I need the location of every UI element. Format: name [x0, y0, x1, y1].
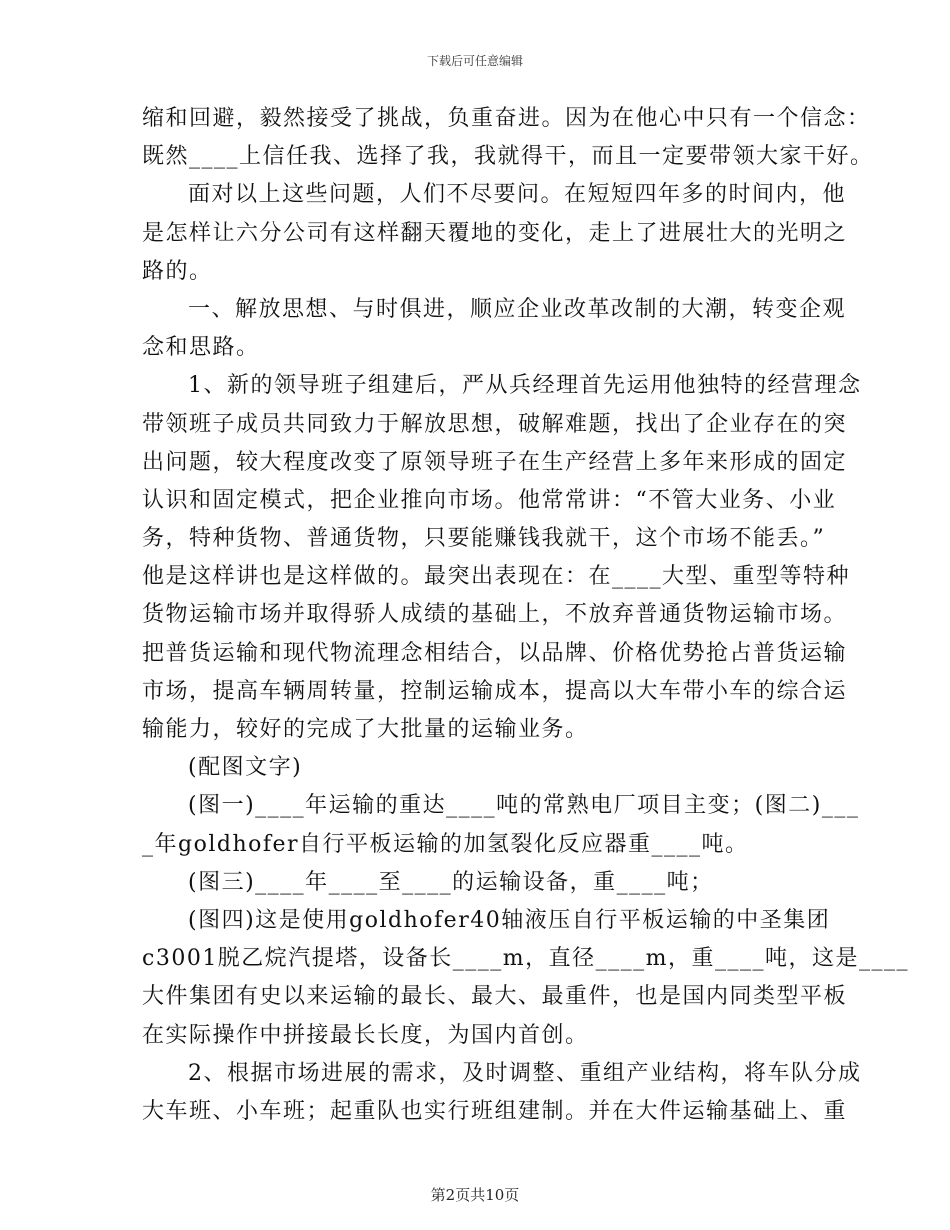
text-line: 输能力，较好的完成了大批量的运输业务。	[142, 717, 589, 742]
text-line: 念和思路。	[142, 335, 260, 361]
page-header: 下载后可任意编辑	[426, 54, 523, 68]
text-line: (图一)____年运输的重达____吨的常熟电厂项目主变；(图二)___	[188, 793, 860, 819]
text-line: 在实际操作中拼接最长长度，为国内首创。	[142, 1022, 589, 1048]
text-line: 把普货运输和现代物流理念相结合，以品牌、价格优势抢占普货运输	[142, 640, 848, 666]
text-line: 市场，提高车辆周转量，控制运输成本，提高以大车带小车的综合运	[142, 678, 848, 704]
text-line: 大车班、小车班；起重队也实行班组建制。并在大件运输基础上、重	[142, 1098, 848, 1124]
document-body	[142, 100, 910, 1131]
text-line: 认识和固定模式，把企业推向市场。他常常讲：“不管大业务、小业	[142, 487, 837, 513]
text-line: 大件集团有史以来运输的最长、最大、最重件，也是国内同类型平板	[142, 984, 848, 1010]
text-line: c3001脱乙烷汽提塔，设备长____m，直径____m，重____吨，这是____	[142, 946, 910, 972]
text-line: (图四)这是使用goldhofer40轴液压自行平板运输的中圣集团	[188, 907, 831, 933]
text-line: 货物运输市场并取得骄人成绩的基础上，不放弃普通货物运输市场。	[142, 602, 848, 628]
text-line: 面对以上这些问题，人们不尽要问。在短短四年多的时间内，他	[188, 182, 847, 208]
text-line: 2、根据市场进展的需求，及时调整、重组产业结构，将车队分成	[188, 1060, 862, 1086]
text-line: 务，特种货物、普通货物，只要能赚钱我就干，这个市场不能丢。”	[142, 526, 826, 552]
page-number: 第2页共10页	[430, 1186, 520, 1204]
text-line: 出问题，较大程度改变了原领导班子在生产经营上多年来形成的固定	[142, 449, 848, 475]
text-line: (配图文字)	[188, 755, 303, 781]
text-line: 一、解放思想、与时俱进，顺应企业改革改制的大潮，转变企观	[188, 296, 847, 322]
text-line: _年goldhofer自行平板运输的加氢裂化反应器重____吨。	[142, 831, 749, 857]
text-line: 1、新的领导班子组建后，严从兵经理首先运用他独特的经营理念	[188, 373, 862, 399]
text-line: 路的。	[142, 258, 213, 284]
text-line: 是怎样让六分公司有这样翻天覆地的变化，走上了进展壮大的光明之	[142, 220, 848, 246]
text-line: 缩和回避，毅然接受了挑战，负重奋进。因为在他心中只有一个信念：	[142, 106, 871, 131]
text-line: 带领班子成员共同致力于解放思想，破解难题，找出了企业存在的突	[142, 411, 848, 437]
text-line: 他是这样讲也是这样做的。最突出表现在：在____大型、重型等特种	[142, 564, 851, 590]
text-line: 既然____上信任我、选择了我，我就得干，而且一定要带领大家干好。	[142, 144, 874, 170]
text-line: (图三)____年____至____的运输设备，重____吨；	[188, 869, 714, 895]
